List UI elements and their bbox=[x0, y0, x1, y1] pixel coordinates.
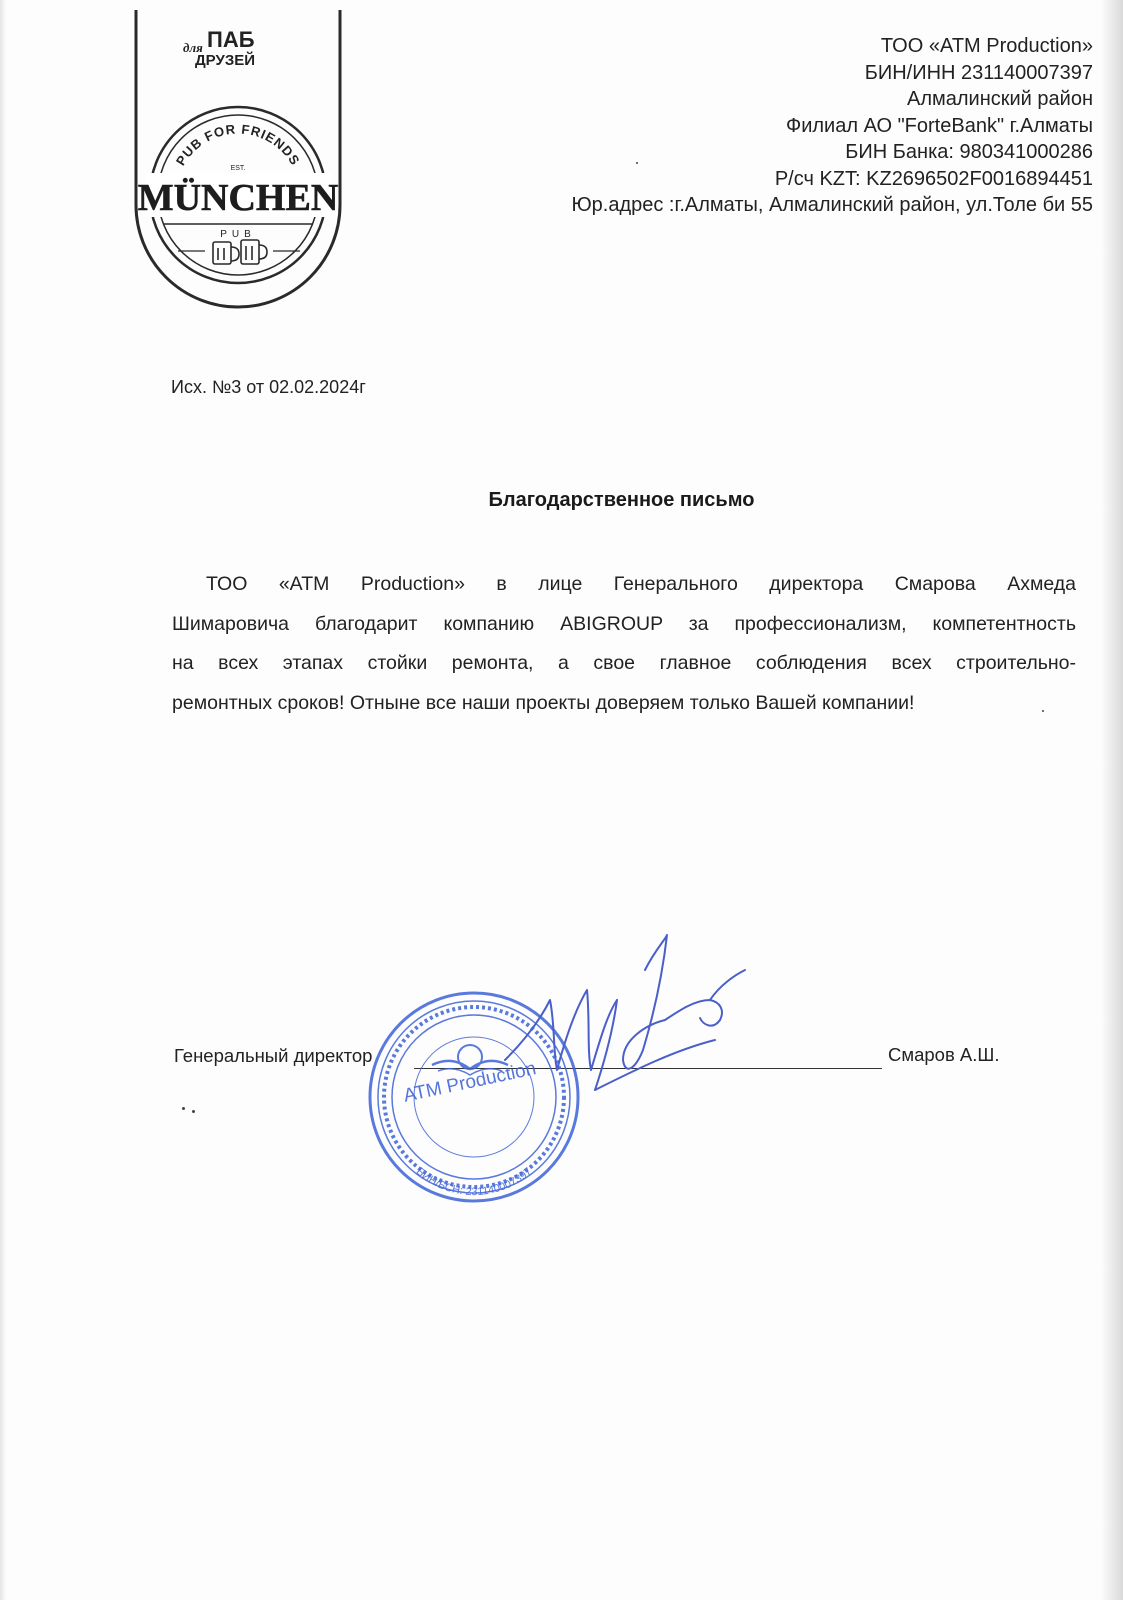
logo-top-line1: ПАБ bbox=[207, 27, 255, 52]
scan-speck bbox=[1042, 710, 1044, 712]
logo-sub-text: PUB bbox=[220, 229, 256, 240]
requisites-district: Алмалинский район bbox=[906, 88, 1093, 110]
scan-speck bbox=[636, 162, 638, 164]
stamp-company-text: ATM Production bbox=[401, 1058, 538, 1107]
logo-small-text: для bbox=[183, 40, 203, 55]
signatory-position: Генеральный директор bbox=[174, 1045, 373, 1066]
logo-top-line2: ДРУЗЕЙ bbox=[195, 52, 256, 69]
scan-speck bbox=[182, 1107, 185, 1110]
scan-speck bbox=[192, 1110, 195, 1113]
requisites-bank: Филиал АО "ForteBank" г.Алматы bbox=[786, 114, 1093, 137]
scan-edge-left bbox=[0, 0, 6, 1600]
body-line-3: на всех этапах стойки ремонта, а свое главное соблюдения всех строительно- bbox=[172, 652, 1076, 674]
logo-arc-text: PUB FOR FRIENDS bbox=[172, 121, 304, 169]
signatory-name: Смаров А.Ш. bbox=[888, 1044, 1000, 1065]
requisites-bin: БИН/ИНН 231140007397 bbox=[864, 61, 1093, 84]
stamp-bin-text: БИН/БСН: 231140007397 bbox=[413, 1165, 535, 1199]
logo-brand-text: MÜNCHEN bbox=[137, 177, 339, 219]
logo-est-text: EST. bbox=[230, 165, 246, 172]
scan-edge-right bbox=[1101, 0, 1123, 1600]
requisites-account: Р/сч KZT: KZ2696502F0016894451 bbox=[774, 167, 1093, 190]
letter-body bbox=[172, 565, 1076, 723]
body-line-1: ТОО «ATM Production» в лице Генерального директора Смарова Ахмеда bbox=[206, 573, 1076, 595]
requisites-bank-bin: БИН Банка: 980341000286 bbox=[845, 141, 1093, 163]
company-requisites bbox=[453, 33, 1093, 219]
handwritten-signature bbox=[495, 930, 765, 1120]
requisites-company: ТОО «ATM Production» bbox=[880, 35, 1093, 57]
body-line-4: ремонтных сроков! Отныне все наши проекты доверяем только Вашей компании! bbox=[172, 691, 915, 714]
letter-title: Благодарственное письмо bbox=[488, 489, 755, 511]
munchen-pub-logo bbox=[133, 10, 343, 310]
requisites-address: Юр.адрес :г.Алматы, Алмалинский район, ул.Толе би 55 bbox=[571, 194, 1093, 216]
beer-mugs-icon bbox=[213, 240, 267, 264]
outgoing-number: Исх. №3 от 02.02.2024г bbox=[171, 377, 366, 397]
body-line-2: Шимаровича благодарит компанию ABIGROUP за профессионализм, компетентность bbox=[172, 612, 1076, 635]
